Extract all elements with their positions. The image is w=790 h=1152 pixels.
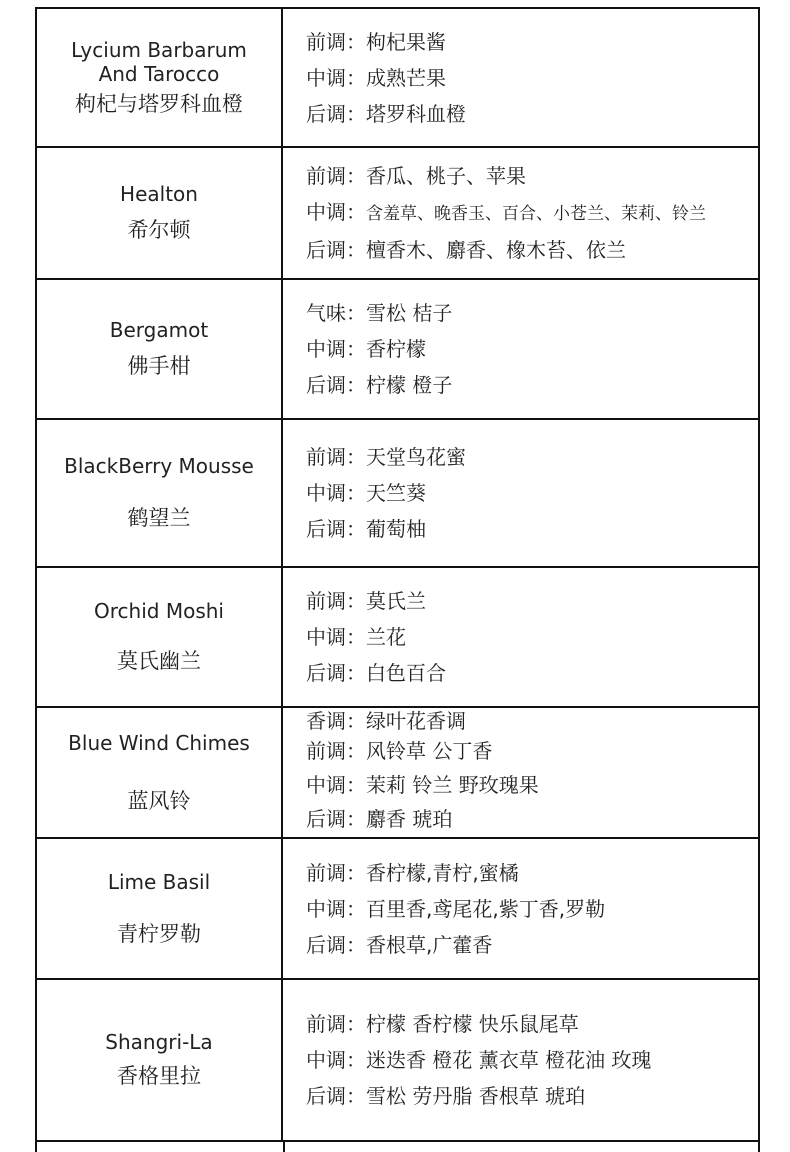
note-label: 前调： [306,29,366,54]
fragrance-notes-cell [283,148,760,278]
fragrance-name-zh: 枸杞与塔罗科血橙 [75,91,243,116]
table-row [35,839,760,980]
note-label: 中调： [306,200,366,224]
fragrance-notes-cell [283,9,760,146]
note-line [306,60,758,96]
note-label: 气味： [306,301,366,325]
note-line [306,194,758,232]
note-label: 后调： [306,238,366,262]
note-label: 后调： [306,1084,366,1108]
fragrance-name-cell [35,708,283,837]
fragrance-name-cell [35,280,283,418]
note-line [306,24,758,60]
fragrance-name-cell [35,980,283,1140]
table-row [35,148,760,280]
table-row [35,568,760,708]
fragrance-notes-cell [283,280,760,418]
note-label: 后调： [306,807,366,831]
fragrance-name-zh: 莫氏幽兰 [117,649,201,673]
note-label: 后调： [306,101,366,126]
note-value: 风铃草 公丁香 [366,739,493,763]
fragrance-name-cell [35,420,283,566]
note-value: 绿叶花香调 [366,709,466,733]
note-line [306,768,758,802]
note-label: 中调： [306,773,366,797]
fragrance-notes-cell [283,708,760,837]
fragrance-name-en: Blue Wind Chimes [68,730,250,755]
note-line [306,708,758,734]
note-label: 中调： [306,1048,366,1072]
note-line [306,96,758,132]
note-value: 莫氏兰 [366,589,426,613]
fragrance-name-en: Lycium Barbarum [71,37,247,62]
fragrance-name-en: Healton [120,182,198,206]
note-line [306,802,758,836]
note-line [306,619,758,655]
note-value: 柠檬 香柠檬 快乐鼠尾草 [366,1012,579,1036]
note-value: 雪松 劳丹脂 香根草 琥珀 [366,1084,586,1108]
note-line [306,295,758,331]
note-label: 前调： [306,445,366,469]
fragrance-notes-table [35,7,760,1152]
note-line [306,734,758,768]
note-value: 含羞草、晚香玉、百合、小苍兰、茉莉、铃兰 [366,204,706,224]
note-value: 檀香木、麝香、橡木苔、依兰 [366,238,626,262]
fragrance-name-zh: 希尔顿 [127,218,191,242]
note-value: 天竺葵 [366,481,426,505]
note-line [306,1078,758,1114]
note-value: 白色百合 [366,661,446,685]
note-line [306,158,758,194]
table-row [35,420,760,568]
note-label: 中调： [306,625,366,649]
note-label: 中调： [306,481,366,505]
note-line [306,855,758,891]
note-line [306,232,758,268]
note-line [306,1006,758,1042]
fragrance-name-zh: 鹤望兰 [127,506,191,530]
note-label: 中调： [306,896,366,921]
fragrance-name-en: BlackBerry Mousse [64,454,254,478]
fragrance-notes-cell [283,568,760,706]
note-value: 葡萄柚 [366,517,426,541]
note-label: 后调： [306,517,366,541]
fragrance-name-en: Shangri-La [105,1030,213,1054]
note-line [306,583,758,619]
table-row [35,9,760,148]
fragrance-name-cell [35,568,283,706]
fragrance-name-en: Lime Basil [107,869,211,894]
note-label: 前调： [306,860,366,885]
fragrance-name-en: Orchid Moshi [94,599,224,623]
note-line [306,1042,758,1078]
note-line [306,331,758,367]
note-line [306,439,758,475]
note-value: 枸杞果酱 [366,29,446,54]
fragrance-name-zh: 青柠罗勒 [117,921,201,946]
note-value: 香根草,广藿香 [366,932,493,957]
note-label: 中调： [306,65,366,90]
note-label: 后调： [306,373,366,397]
note-label: 后调： [306,932,366,957]
note-value: 百里香,鸢尾花,紫丁香,罗勒 [366,896,606,921]
table-row [35,708,760,839]
fragrance-notes-cell [283,839,760,978]
fragrance-name-cell [35,9,283,146]
note-value: 麝香 琥珀 [366,807,453,831]
fragrance-name-en: And Tarocco [98,61,220,86]
fragrance-notes-cell [283,420,760,566]
fragrance-notes-cell [283,980,760,1140]
note-value: 成熟芒果 [366,65,446,90]
note-line [306,891,758,927]
note-label: 前调： [306,1012,366,1036]
note-line [306,655,758,691]
note-label: 中调： [306,337,366,361]
note-line [306,927,758,963]
note-value: 兰花 [366,625,406,649]
note-label: 前调： [306,164,366,188]
note-line [306,367,758,403]
note-value: 香柠檬 [366,337,426,361]
note-value: 塔罗科血橙 [366,101,466,126]
note-value: 雪松 桔子 [366,301,453,325]
note-value: 香瓜、桃子、苹果 [366,164,526,188]
fragrance-name-zh: 佛手柑 [127,354,191,378]
note-value: 柠檬 橙子 [366,373,453,397]
note-value: 茉莉 铃兰 野玫瑰果 [366,773,539,797]
fragrance-name-cell [35,148,283,278]
note-label: 前调： [306,739,366,763]
fragrance-name-zh: 蓝风铃 [127,788,191,813]
fragrance-name-en: Bergamot [109,318,209,342]
note-value: 香柠檬,青柠,蜜橘 [366,860,519,885]
note-value: 天堂鸟花蜜 [366,445,466,469]
table-row [35,280,760,420]
note-line [306,475,758,511]
note-value: 迷迭香 橙花 薰衣草 橙花油 玫瑰 [366,1048,652,1072]
table-row [35,980,760,1142]
note-label: 后调： [306,661,366,685]
fragrance-name-zh: 香格里拉 [117,1064,201,1088]
note-label: 前调： [306,589,366,613]
note-line [306,511,758,547]
fragrance-name-cell [35,839,283,978]
note-label: 香调： [306,709,366,733]
